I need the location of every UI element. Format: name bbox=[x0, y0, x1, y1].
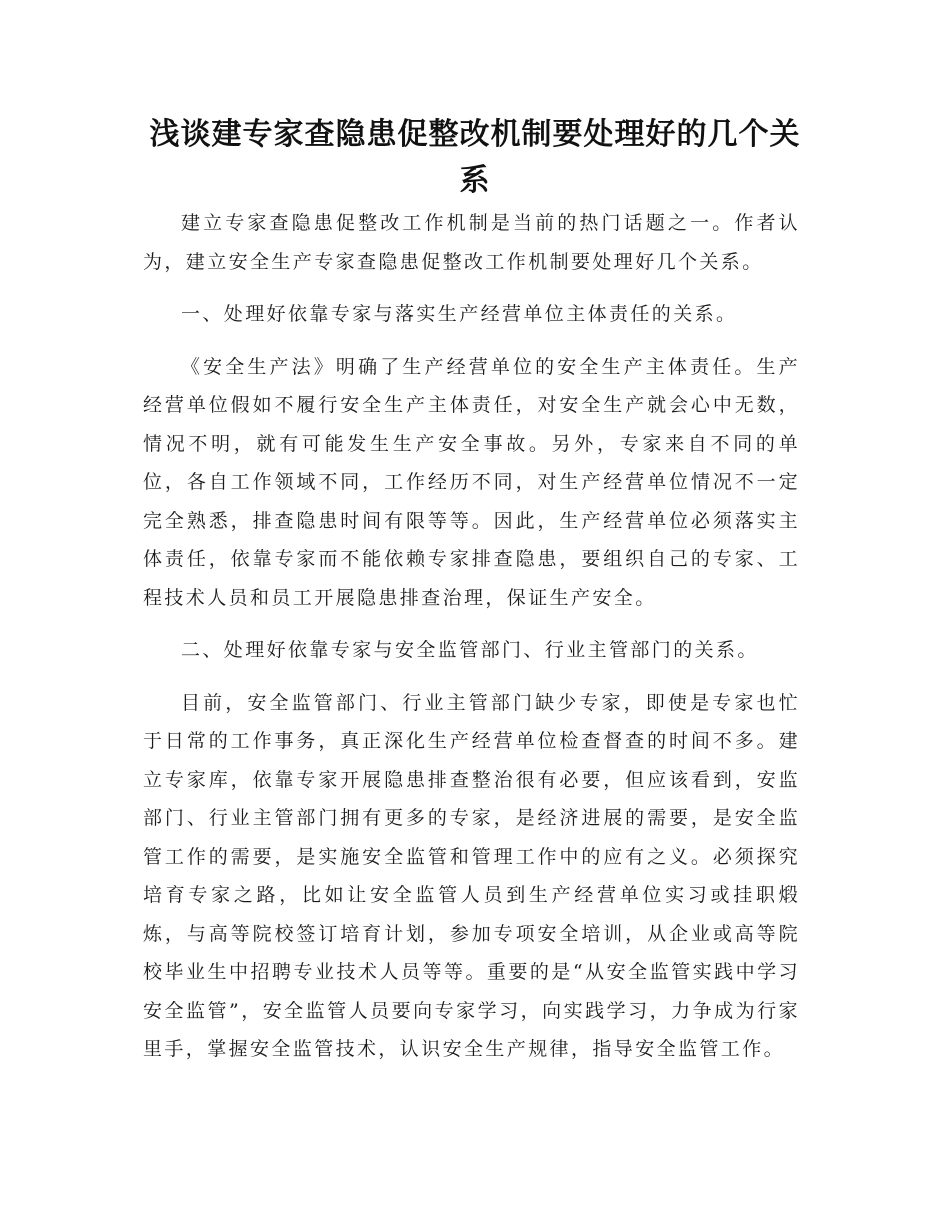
section-1-paragraph: 《安全生产法》明确了生产经营单位的安全生产主体责任。生产经营单位假如不履行安全生产主体责任，对安全生产就会心中无数，情况不明，就有可能发生生产安全事故。另外，专家来自不同的单位，各自工作领域不同，工作经历不同，对生产经营单位情况不一定完全熟悉，排查隐患时间有限等等。因此，生产经营单位必须落实主体责任，依靠专家而不能依赖专家排查隐患，要组织自己的专家、工程技术人员和员工开展隐患排查治理，保证生产安全。 bbox=[143, 355, 800, 609]
section-2-paragraph: 目前，安全监管部门、行业主管部门缺少专家，即使是专家也忙于日常的工作事务，真正深化生产经营单位检查督查的时间不多。建立专家库，依靠专家开展隐患排查整治很有必要，但应该看到，安监部门、行业主管部门拥有更多的专家，是经济进展的需要，是安全监管工作的需要，是实施安全监管和管理工作中的应有之义。必须探究培育专家之路，比如让安全监管人员到生产经营单位实习或挂职煅炼，与高等院校签订培育计划，参加专项安全培训，从企业或高等院校毕业生中招聘专业技术人员等等。重要的是“从安全监管实践中学习安全监管”，安全监管人员要向专家学习，向实践学习，力争成为行家里手，掌握安全监管技术，认识安全生产规律，指导安全监管工作。 bbox=[143, 691, 800, 1060]
section-heading-1: 一、处理好依靠专家与落实生产经营单位主体责任的关系。 bbox=[181, 303, 738, 325]
document-body bbox=[143, 204, 800, 1069]
intro-paragraph: 建立专家查隐患促整改工作机制是当前的热门话题之一。作者认为，建立安全生产专家查隐患促整改工作机制要处理好几个关系。 bbox=[143, 212, 800, 273]
document-title: 浅谈建专家查隐患促整改机制要处理好的几个关系 bbox=[149, 117, 801, 198]
section-heading-2: 二、处理好依靠专家与安全监管部门、行业主管部门的关系。 bbox=[181, 639, 759, 661]
